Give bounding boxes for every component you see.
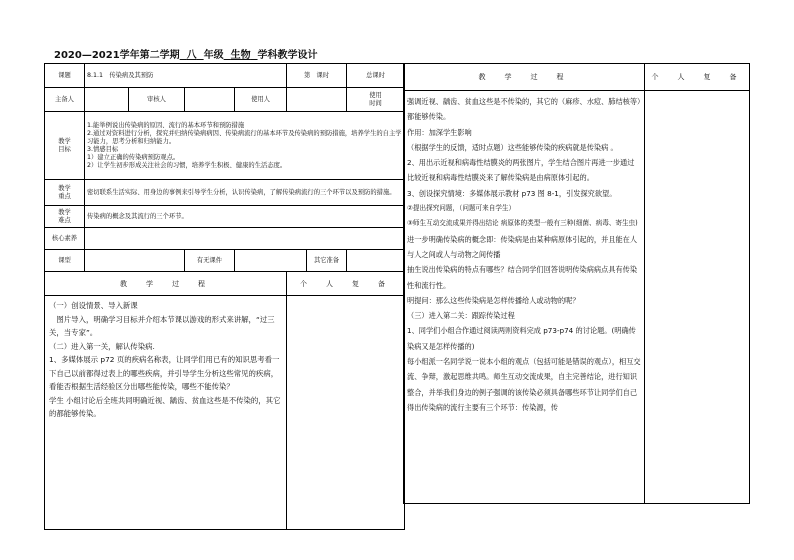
process-paragraph: ②提出探究问题，（问题可来自学生）	[407, 204, 516, 213]
process-paragraph: （二）进入第一关，解认传染病.	[49, 341, 155, 351]
other-prep-value	[347, 250, 405, 272]
subject-suffix: 学科教学设计	[257, 50, 318, 61]
left-review-header: 个 人 复 备	[287, 272, 405, 296]
lesson-type-value	[85, 250, 185, 272]
topic-value: 8.1.1 传染病及其预防	[85, 64, 287, 88]
process-paragraph: 图片导入，明确学习目标并介绍本节课以游戏的形式来讲解，“过三关，当专家”。	[49, 314, 275, 337]
core-literacy-value	[85, 228, 405, 250]
core-literacy-label: 核心素养	[45, 228, 85, 250]
goal-item: 3.情感目标	[87, 145, 119, 153]
goal-item: 2）让学生初步形成关注社会的习惯，培养学生积极、健康的生活态度。	[87, 161, 287, 169]
difficulty-value: 传染病的概念及其流行的三个环节。	[85, 206, 405, 228]
lesson-info-table	[44, 63, 405, 530]
user-label: 使用人	[235, 88, 287, 112]
left-process-header: 教 学 过 程	[45, 272, 287, 296]
user-value	[287, 88, 347, 112]
preparer-value	[85, 88, 129, 112]
left-process-body	[45, 296, 287, 530]
process-paragraph: （三）进入第二关：跟踪传染过程	[407, 311, 515, 321]
process-paragraph: 作用：加深学生影响	[407, 127, 472, 137]
right-process-header: 教 学 过 程	[478, 73, 570, 81]
document-title	[54, 46, 318, 61]
goal-item: 1）建立正确的传染病预防观点。	[87, 153, 180, 161]
difficulty-label: 教学 难点	[45, 206, 85, 228]
process-paragraph: 强调近视、龋齿、贫血这些是不传染的，其它的（麻疹、水痘、肺结核等）都能够传染。	[407, 97, 641, 122]
topic-label: 课题	[45, 64, 85, 88]
goal-item: 2.通过对资料进行分析，探究并归纳传染病病因、传染病流行的基本环节及传染病的预防措施，培养学生的自主学习能力，思考分析和归纳能力。	[87, 129, 402, 145]
process-paragraph: 进一步明确传染病的概念即：传染病是由某种病原体引起的，并且能在人与人之间或人与动物之间传播	[407, 234, 638, 259]
right-process-text	[407, 94, 641, 415]
process-paragraph: 抽生说出传染病的特点有哪些？结合同学们回答说明传染病病点具有传染性和流行性。	[407, 265, 638, 290]
reviewer-value	[185, 88, 235, 112]
right-review-header: 个 人 复 备	[651, 73, 743, 81]
lesson-type-label: 课型	[45, 250, 85, 272]
key-points-value: 密切联系生活实际、用身边的事例来引导学生分析，认识传染病，了解传染病流行的三个环节以及预防的措施。	[85, 180, 405, 206]
process-paragraph: 1、同学们小组合作通过阅读两则资料完成 p73-p74 的讨论题。(明确传染病又是怎样传播的)	[407, 326, 636, 351]
left-review-body	[287, 296, 405, 530]
other-prep-label: 其它准备	[307, 250, 347, 272]
reviewer-label: 审核人	[129, 88, 185, 112]
process-paragraph: 每小组派一名同学说一说本小组的观点（包括可能是错误的观点），相互交流、争辩，激起思维共鸣。师生互动交流成果，自主完善结论，进行知识整合，并举我们身边的例子强调的该传染必须具备哪些环节让同学们自己得出传染病的流行主要有三个环节：传染源，传	[407, 357, 641, 412]
school-year: 2020—2021学年第二学期	[54, 50, 180, 61]
process-paragraph: 明提问：那么这些传染病是怎样传播给人或动物的呢？	[407, 295, 580, 305]
process-paragraph: 2、用出示近视和病毒性结膜炎的两张图片，学生结合图片再进一步通过比较近视和病毒性结膜炎来了解传染病是由病原体引起的。	[407, 158, 635, 183]
courseware-label: 有无课件	[185, 250, 235, 272]
process-paragraph: 1、多媒体展示 p72 页的疾病名称表，让同学们用已有的知识思考看一下自己以前都得过表上的哪些疾病，并引导学生分析这些常见的疾病，看能否根据生活经验区分出哪些能传染，哪些不能传染？	[49, 355, 280, 391]
goals-label: 教学 目标	[45, 112, 85, 180]
process-paragraph: 3、创设探究情境：多媒体展示教材 p73 图 8-1，引发探究欲望。	[407, 188, 617, 198]
period-label: 第 课时	[287, 64, 347, 88]
goals-list	[85, 112, 405, 180]
grade-suffix: 年级	[203, 50, 224, 61]
goal-item: 1.能举例说出传染病的原因、流行的基本环节和预防措施	[87, 121, 245, 129]
subject: 生物	[230, 50, 251, 61]
total-periods-label: 总课时	[347, 64, 405, 88]
grade: 八	[186, 50, 197, 61]
key-points-label: 教学 重点	[45, 180, 85, 206]
process-paragraph: 学生 小组讨论后全班共同明确近视、龋齿、贫血这些是不传染的，其它的都能够传染。	[49, 395, 281, 418]
process-paragraph: （根据学生的反馈，适时点题）这些能够传染的疾病就是传染病 。	[407, 142, 618, 152]
use-time-label: 使用 时间	[347, 88, 405, 112]
process-paragraph: （一）创设情景、导入新课	[49, 301, 138, 310]
courseware-value	[235, 250, 307, 272]
preparer-label: 主备人	[45, 88, 85, 112]
right-review-body	[644, 90, 750, 504]
process-paragraph: ③师生互动交流成果并得出结论 病原体的类型一般有三种(细菌、病毒、寄生虫)	[407, 219, 638, 228]
